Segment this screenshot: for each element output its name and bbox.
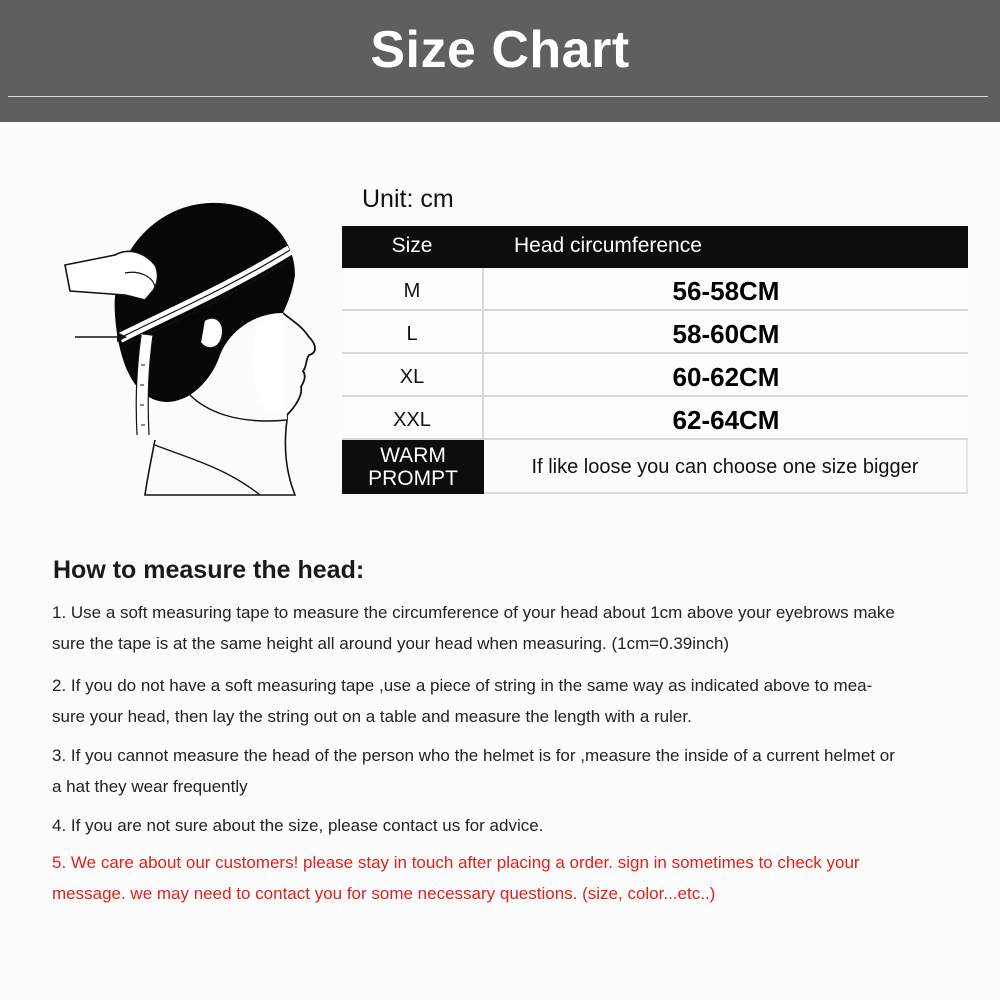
- howto-step-3: [52, 740, 962, 802]
- table-row: [342, 397, 968, 440]
- circumference-cell: 62-64CM: [672, 405, 780, 435]
- warm-prompt-row: [342, 440, 968, 494]
- header-circumference: Head circumference: [514, 234, 702, 257]
- size-cell: M: [342, 268, 484, 309]
- circumference-cell: 60-62CM: [672, 362, 780, 392]
- header-divider: [8, 96, 988, 97]
- warm-prompt-label: [342, 440, 484, 494]
- howto-step-5-notice: [52, 847, 962, 909]
- table-row: [342, 311, 968, 354]
- step-line: 2. If you do not have a soft measuring tape ,use a piece of string in the same way as indicated above to mea-: [52, 676, 873, 695]
- table-row: [342, 268, 968, 311]
- page-title: Size Chart: [370, 21, 630, 79]
- size-cell: L: [342, 311, 484, 352]
- warm-prompt-text: If like loose you can choose one size bigger: [484, 440, 968, 494]
- step-line: 1. Use a soft measuring tape to measure the circumference of your head about 1cm above your eyebrows make: [52, 603, 895, 622]
- table-header-row: [342, 226, 968, 268]
- warm-prompt-label-line1: WARM: [380, 444, 446, 467]
- howto-step-4: [52, 810, 962, 841]
- step-line: 5. We care about our customers! please stay in touch after placing a order. sign in sometimes to check your: [52, 853, 860, 872]
- head-measurement-illustration: [55, 195, 330, 500]
- howto-step-2: [52, 670, 962, 732]
- step-line: sure your head, then lay the string out on a table and measure the length with a ruler.: [52, 707, 692, 726]
- step-line: 4. If you are not sure about the size, please contact us for advice.: [52, 816, 544, 835]
- step-line: a hat they wear frequently: [52, 777, 248, 796]
- warm-prompt-label-line2: PROMPT: [368, 467, 458, 490]
- step-line: sure the tape is at the same height all around your head when measuring. (1cm=0.39inch): [52, 634, 730, 653]
- size-cell: XXL: [342, 397, 484, 438]
- head-measuring-icon: [55, 195, 330, 500]
- size-table: [342, 226, 968, 494]
- header-bar: [0, 0, 1000, 122]
- step-line: message. we may need to contact you for some necessary questions. (size, color...etc..): [52, 884, 716, 903]
- unit-label: Unit: cm: [362, 185, 454, 213]
- howto-step-1: [52, 597, 962, 659]
- howto-title: How to measure the head:: [53, 556, 365, 584]
- circumference-cell: 56-58CM: [672, 276, 780, 306]
- header-size: Size: [391, 234, 433, 257]
- table-row: [342, 354, 968, 397]
- circumference-cell: 58-60CM: [672, 319, 780, 349]
- size-cell: XL: [342, 354, 484, 395]
- step-line: 3. If you cannot measure the head of the person who the helmet is for ,measure the inside of a current helmet or: [52, 746, 895, 765]
